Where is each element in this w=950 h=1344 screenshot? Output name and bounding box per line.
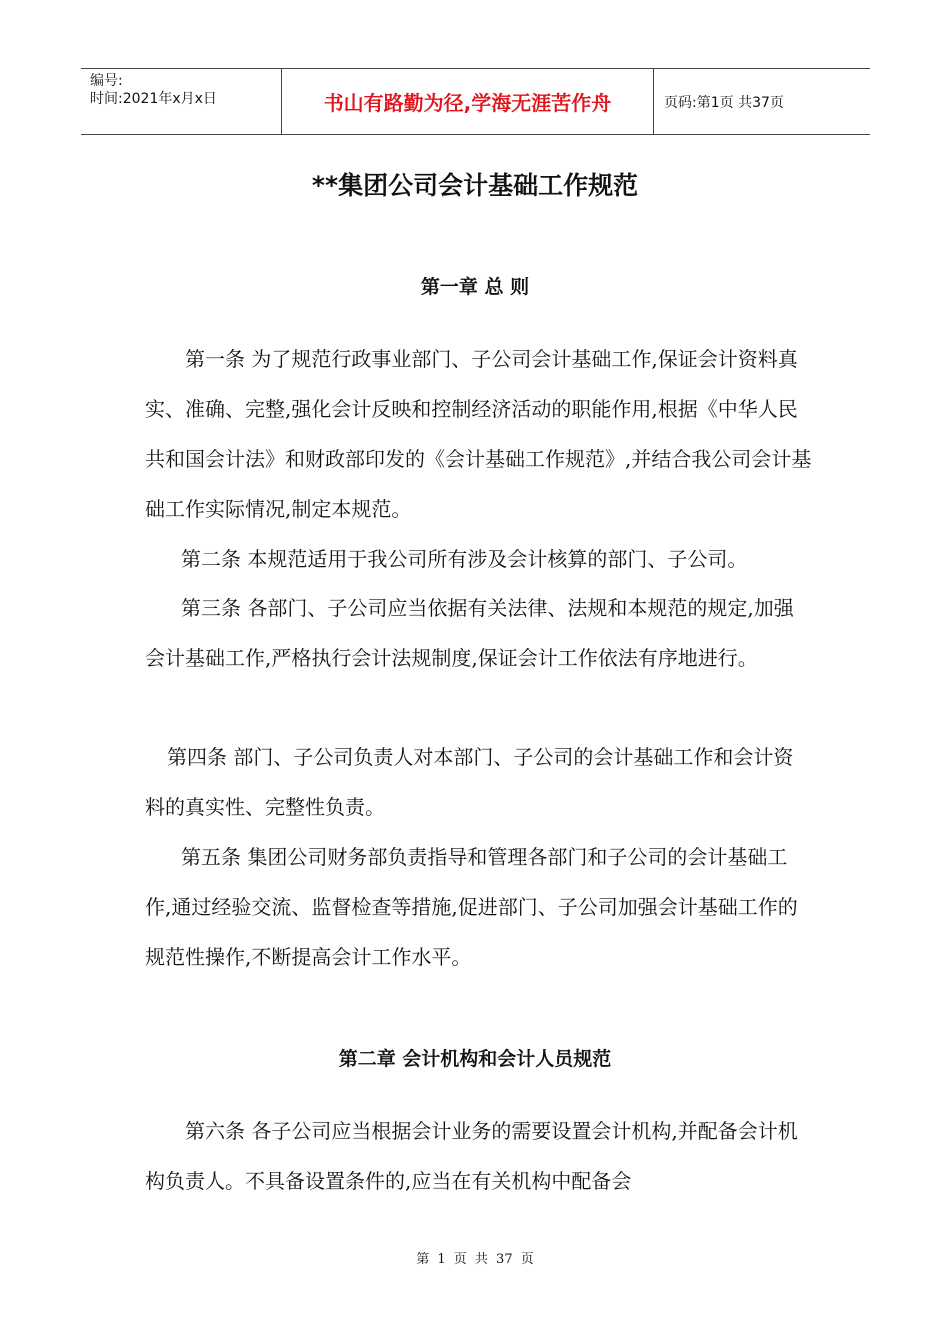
header-page-info: 页码:第1页 共37页 <box>664 94 784 111</box>
chapter-1-title: 第一章 总 则 <box>420 276 530 298</box>
document-title: **集团公司会计基础工作规范 <box>311 171 639 200</box>
article-4: 第四条 部门、子公司负责人对本部门、子公司的会计基础工作和会计资料的真实性、完整性负责。 <box>145 745 794 819</box>
number-label: 编号: <box>90 73 123 89</box>
document-header <box>81 68 870 135</box>
header-motto: 书山有路勤为径,学海无涯苦作舟 <box>281 69 654 134</box>
page-footer: 第 1 页 共 37 页 <box>416 1252 534 1267</box>
chapter-2-title: 第二章 会计机构和会计人员规范 <box>338 1048 612 1070</box>
article-2: 第二条 本规范适用于我公司所有涉及会计核算的部门、子公司。 <box>181 547 748 571</box>
article-3: 第三条 各部门、子公司应当依据有关法律、法规和本规范的规定,加强会计基础工作,严格执行会计法规制度,保证会计工作依法有序地进行。 <box>145 596 794 670</box>
time-label: 时间:2021年x月x日 <box>90 91 217 107</box>
article-5: 第五条 集团公司财务部负责指导和管理各部门和子公司的会计基础工作,通过经验交流、监督检查等措施,促进部门、子公司加强会计基础工作的规范性操作,不断提高会计工作水平。 <box>145 845 798 969</box>
header-meta <box>81 69 281 134</box>
article-6: 第六条 各子公司应当根据会计业务的需要设置会计机构,并配备会计机构负责人。不具备设置条件的,应当在有关机构中配备会 <box>145 1119 798 1193</box>
article-1: 第一条 为了规范行政事业部门、子公司会计基础工作,保证会计资料真实、准确、完整,强化会计反映和控制经济活动的职能作用,根据《中华人民共和国会计法》和财政部印发的《会计基础工作规范》,并结合我公司会计基础工作实际情况,制定本规范。 <box>145 347 812 521</box>
